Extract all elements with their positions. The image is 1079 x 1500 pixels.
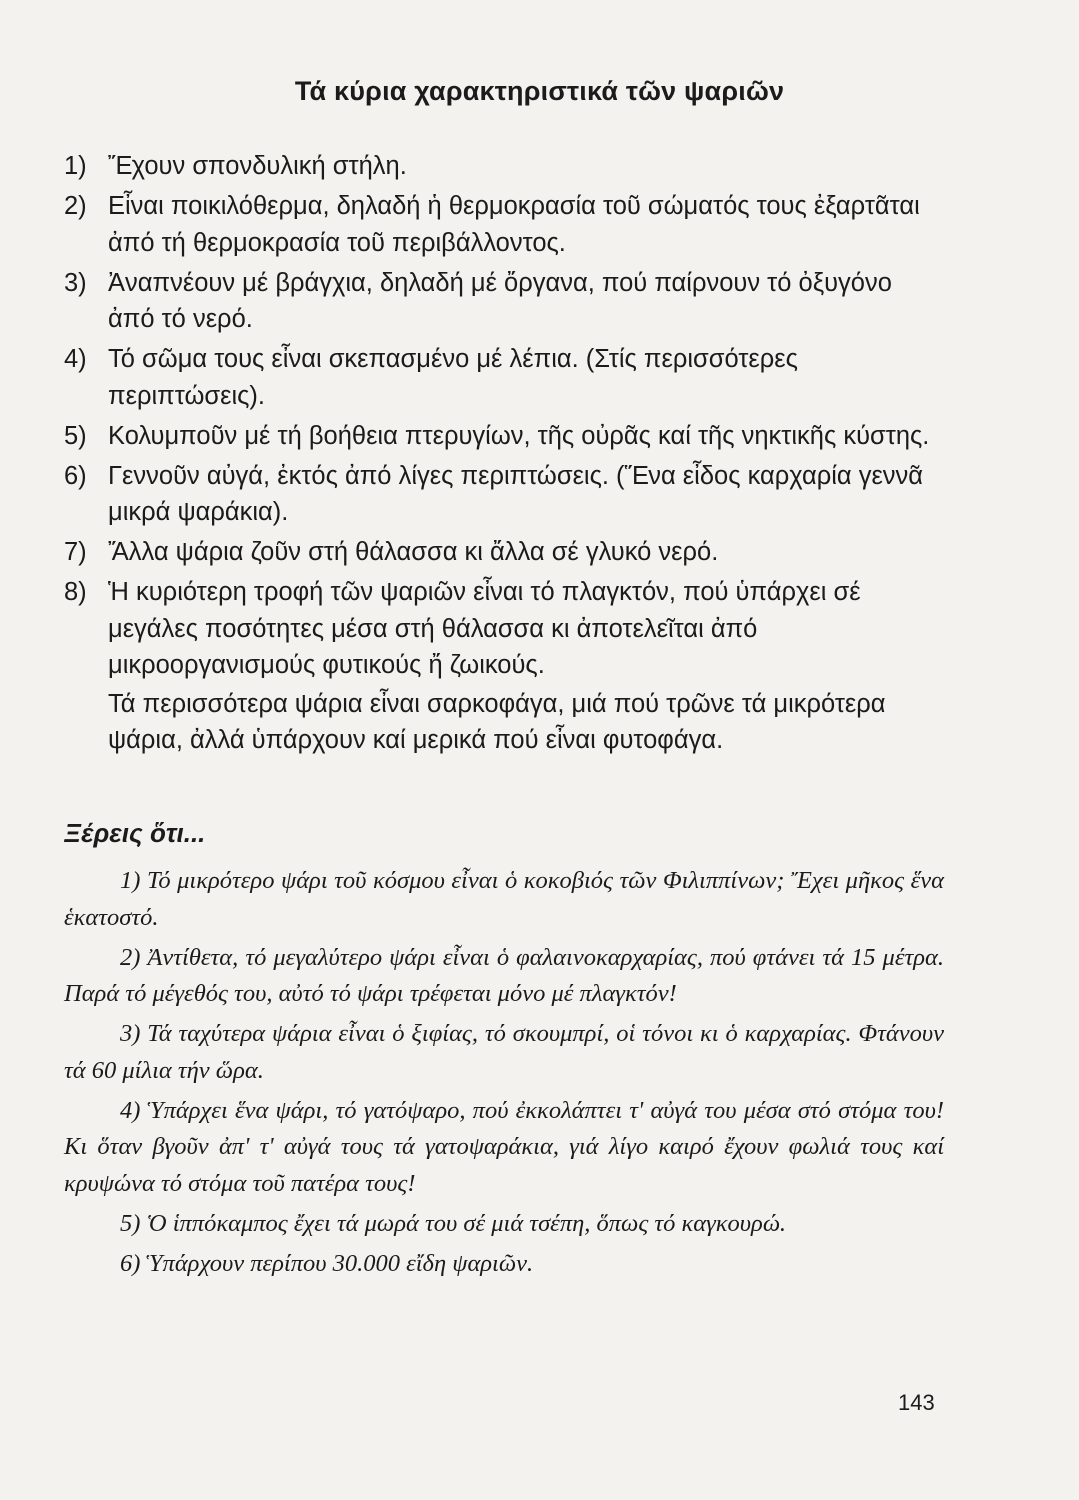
item-text: Γεννοῦν αὐγά, ἐκτός ἀπό λίγες περιπτώσεις. (Ἕνα εἶδος καρχαρία γεννᾶ μικρά ψαράκια).: [108, 461, 924, 526]
list-item: [64, 341, 944, 414]
list-item: [64, 534, 944, 571]
list-item: [64, 574, 944, 759]
did-you-know-section: [64, 818, 944, 1286]
list-item: [64, 188, 944, 261]
item-number: 5): [64, 421, 87, 450]
item-number: 2): [64, 192, 87, 220]
item-text: Κολυμποῦν μέ τή βοήθεια πτερυγίων, τῆς οὐρᾶς καί τῆς νηκτικῆς κύστης.: [108, 421, 930, 450]
item-text: Ἀναπνέουν μέ βράγχια, δηλαδή μέ ὄργανα, πού παίρνουν τό ὀξυγόνο ἀπό τό νερό.: [108, 268, 892, 333]
fact-note: 5) Ὁ ἱππόκαμπος ἔχει τά μωρά του σέ μιά τσέπη, ὅπως τό καγκουρώ.: [120, 1209, 787, 1237]
item-number: 8): [64, 578, 87, 606]
fact-note: 1) Τό μικρότερο ψάρι τοῦ κόσμου εἶναι ὁ κοκοβιός τῶν Φιλιππίνων; Ἔχει μῆκος ἕνα ἑκατοστό.: [64, 867, 944, 931]
section-heading: Ξέρεις ὅτι...: [64, 818, 206, 848]
list-item: [64, 458, 944, 531]
item-text: Ἔχουν σπονδυλική στήλη.: [108, 152, 407, 180]
list-item: [64, 265, 944, 338]
fact-note: 3) Τά ταχύτερα ψάρια εἶναι ὁ ξιφίας, τό σκουμπρί, οἱ τόνοι κι ὁ καρχαρίας. Φτάνουν τά 60 μίλια τήν ὥρα.: [64, 1020, 944, 1084]
item-number: 7): [64, 538, 87, 566]
item-number: 6): [64, 461, 87, 490]
item-text: Τό σῶμα τους εἶναι σκεπασμένο μέ λέπια. (Στίς περισσότερες περιπτώσεις).: [108, 345, 798, 410]
page-number: 143: [898, 1390, 935, 1415]
list-item: [64, 148, 944, 185]
characteristics-list: [64, 148, 944, 762]
item-text: Εἶναι ποικιλόθερμα, δηλαδή ἡ θερμοκρασία τοῦ σώματός τους ἐξαρτᾶται ἀπό τή θερμοκρασία τοῦ περιβάλλοντος.: [108, 192, 920, 257]
fact-note: 4) Ὑπάρχει ἕνα ψάρι, τό γατόψαρο, πού ἐκκολάπτει τ' αὐγά του μέσα στό στόμα του! Κι ὅταν βγοῦν ἀπ' τ' αὐγά τους τά γατοψαράκια, γιά λίγο καιρό ἔχουν φωλιά τους καί κρυψώνα τό στόμα τοῦ πατέρα τους!: [64, 1096, 944, 1197]
item-text: Ἄλλα ψάρια ζοῦν στή θάλασσα κι ἄλλα σέ γλυκό νερό.: [108, 538, 719, 566]
fact-note: 2) Ἀντίθετα, τό μεγαλύτερο ψάρι εἶναι ὁ φαλαινοκαρχαρίας, πού φτάνει τά 15 μέτρα. Παρά τό μέγεθός του, αὐτό τό ψάρι τρέφεται μόνο μέ πλαγκτόν!: [64, 943, 944, 1007]
item-text: Ἡ κυριότερη τροφή τῶν ψαριῶν εἶναι τό πλαγκτόν, πού ὑπάρχει σέ μεγάλες ποσότητες μέσα στή θάλασσα κι ἀποτελεῖται ἀπό μικροοργανισμούς φυτικούς ἤ ζωικούς.: [108, 578, 861, 679]
item-number: 1): [64, 152, 87, 180]
fact-note: 6) Ὑπάρχουν περίπου 30.000 εἴδη ψαριῶν.: [120, 1249, 534, 1277]
item-continuation: Τά περισσότερα ψάρια εἶναι σαρκοφάγα, μιά πού τρῶνε τά μικρότερα ψάρια, ἀλλά ὑπάρχουν καί μερικά πού εἶναι φυτοφάγα.: [108, 689, 886, 754]
item-number: 4): [64, 345, 87, 373]
item-number: 3): [64, 268, 87, 297]
page-title: Τά κύρια χαρακτηριστικά τῶν ψαριῶν: [294, 76, 785, 106]
list-item: [64, 418, 944, 455]
